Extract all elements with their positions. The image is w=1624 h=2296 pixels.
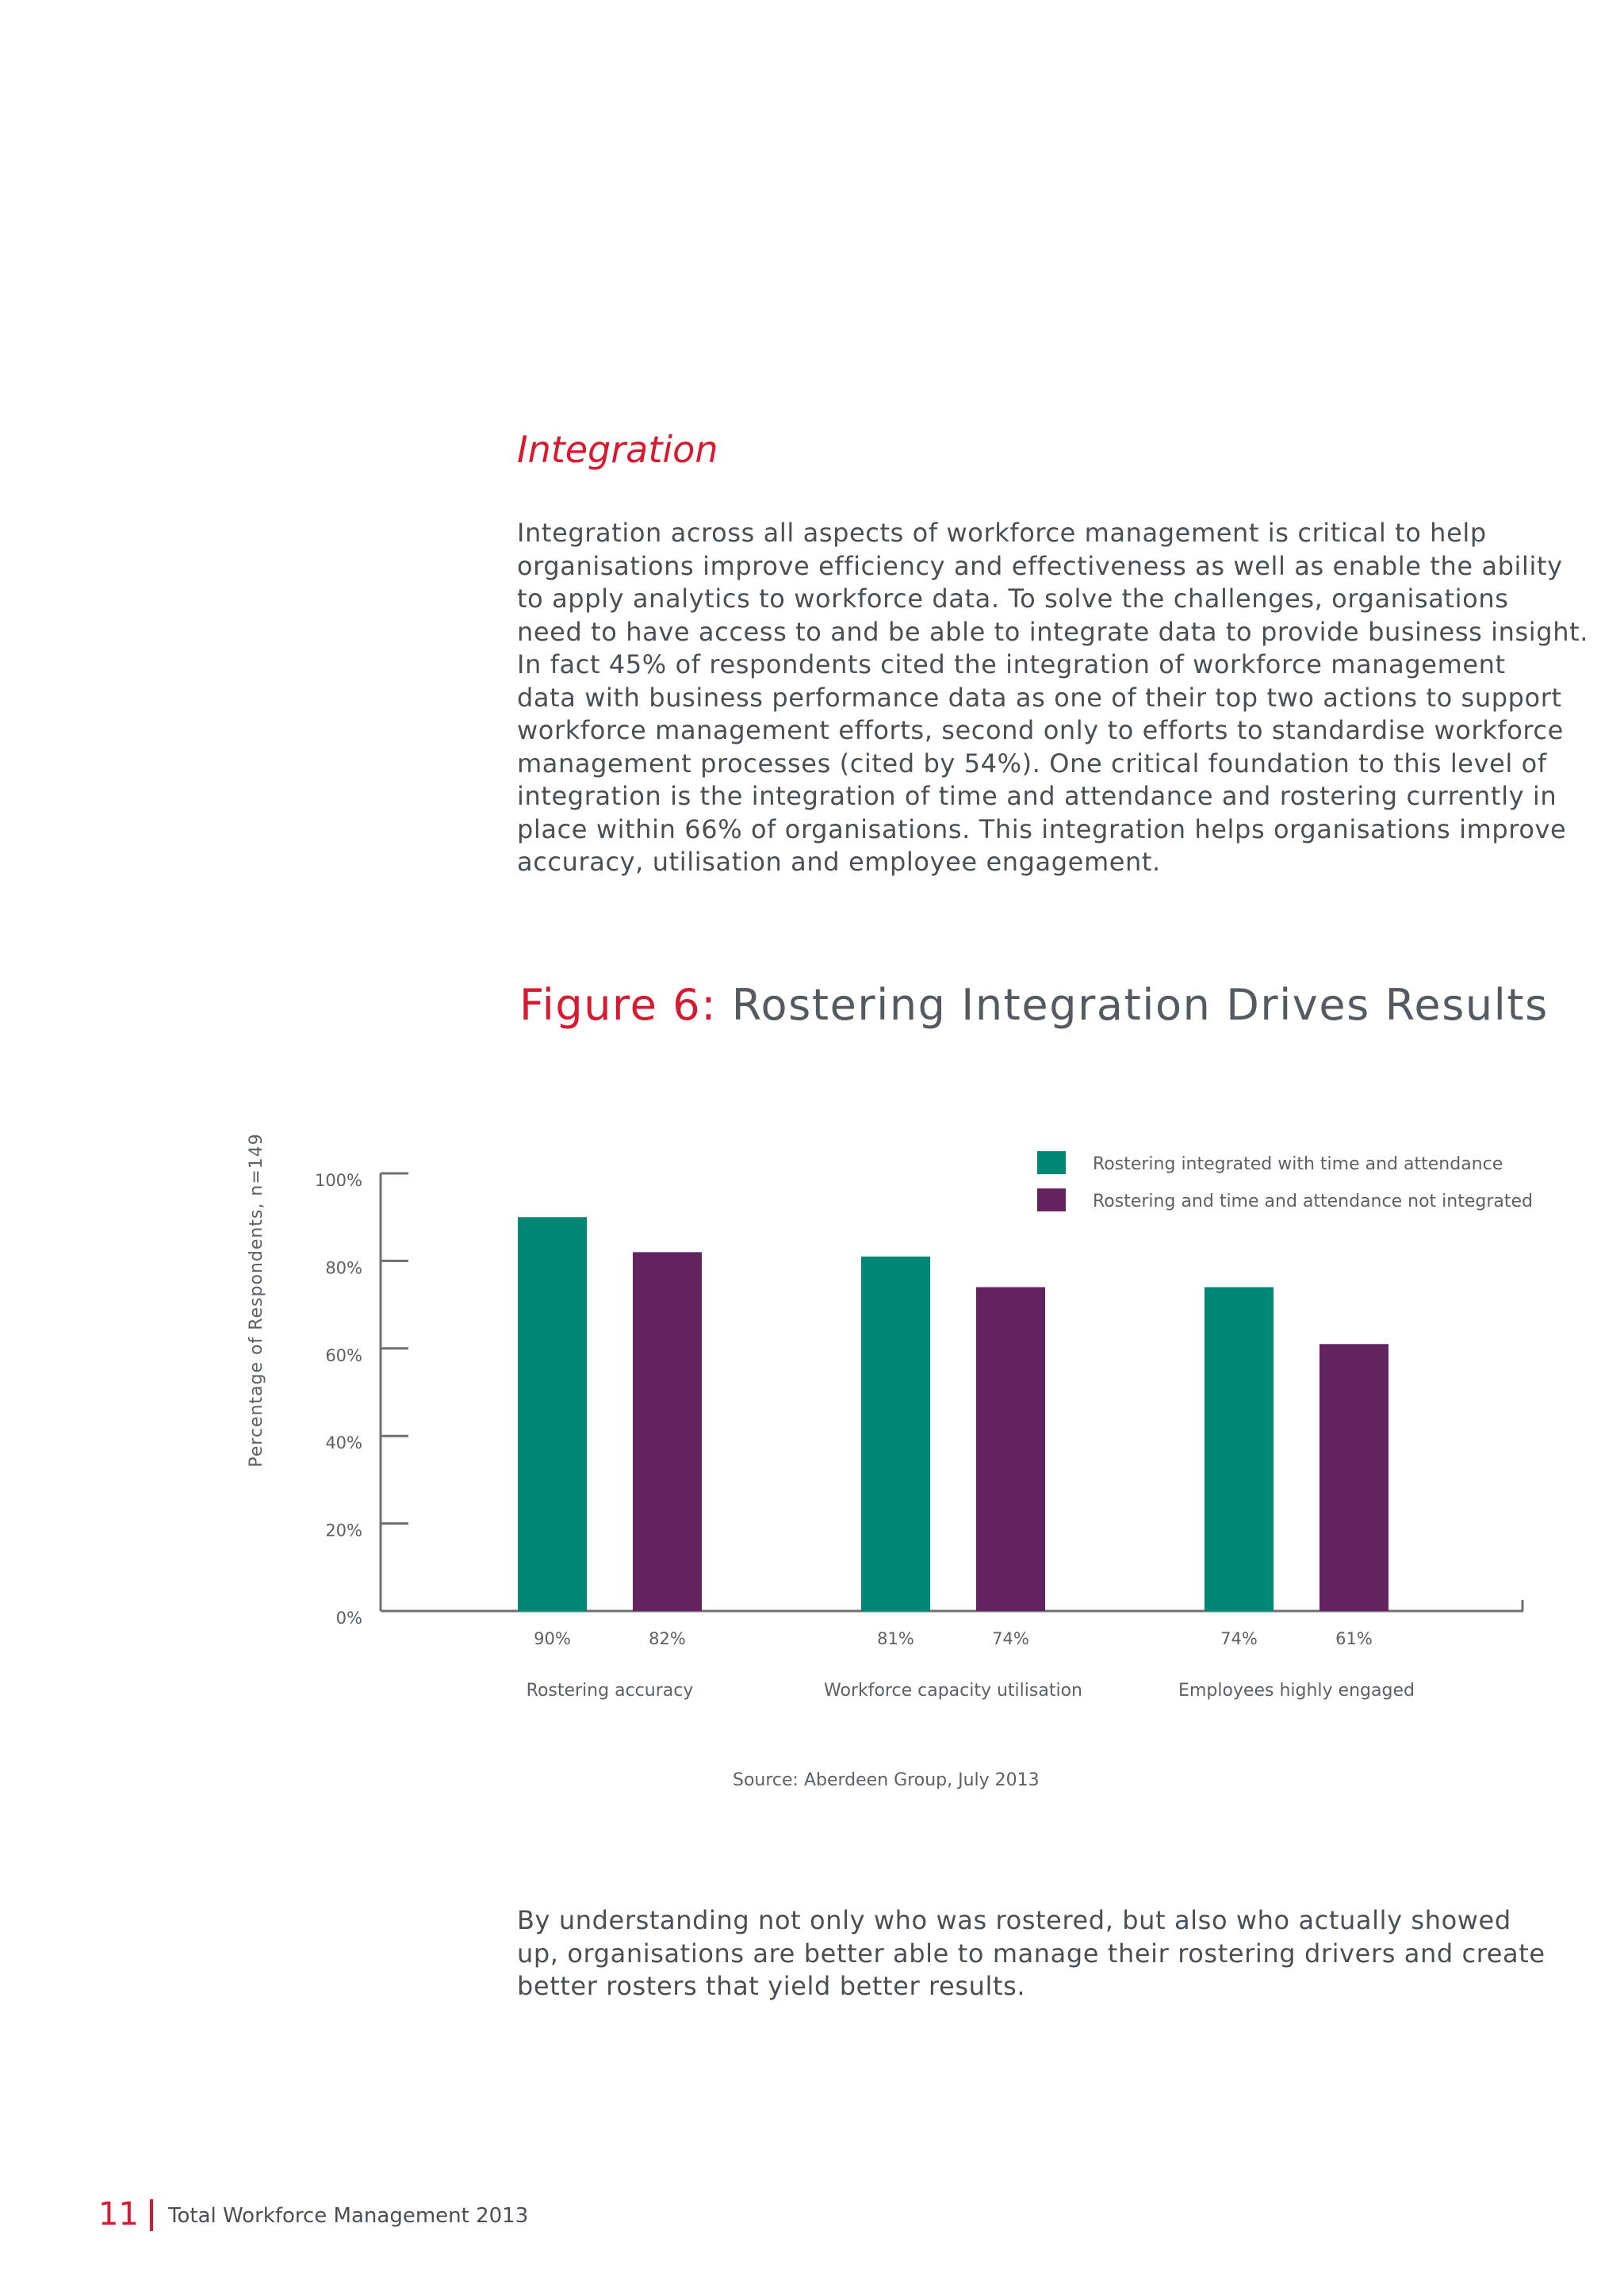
y-tick-label: 0%	[335, 1609, 362, 1628]
bar	[861, 1257, 930, 1611]
figure-source: Source: Aberdeen Group, July 2013	[733, 1770, 1040, 1790]
bar	[976, 1288, 1045, 1611]
intro-line: organisations improve efficiency and effectiveness as well as enable the ability	[517, 550, 1563, 581]
intro-line: to apply analytics to workforce data. To solve the challenges, organisations	[517, 584, 1509, 614]
y-axis-label: Percentage of Respondents, n=149	[247, 1133, 266, 1468]
category-label: Rostering accuracy	[526, 1681, 694, 1701]
intro-line: place within 66% of organisations. This integration helps organisations improve	[517, 813, 1567, 844]
legend-label: Rostering and time and attendance not integrated	[1093, 1192, 1533, 1211]
closing-paragraph	[517, 1904, 1564, 2003]
publication-title: Total Workforce Management 2013	[168, 2204, 529, 2228]
y-tick-label: 60%	[325, 1345, 362, 1365]
legend-swatch	[1037, 1188, 1066, 1211]
bar	[633, 1252, 702, 1611]
value-labels	[527, 1629, 1415, 1701]
bar	[1205, 1288, 1274, 1611]
bar-value-label: 81%	[877, 1629, 914, 1648]
legend-label: Rostering integrated with time and attendance	[1093, 1154, 1503, 1174]
legend	[1037, 1151, 1533, 1211]
closing-line: By understanding not only who was rostered, but also who actually showed	[517, 1905, 1511, 1935]
bar-value-label: 61%	[1335, 1629, 1373, 1648]
figure-title	[519, 980, 1549, 1030]
y-tick-label: 100%	[314, 1171, 362, 1190]
intro-line: management processes (cited by 54%). One critical foundation to this level of	[517, 748, 1547, 779]
category-label: Workforce capacity utilisation	[824, 1681, 1082, 1701]
intro-line: integration is the integration of time and attendance and rostering currently in	[517, 781, 1557, 811]
y-tick-label: 40%	[325, 1433, 362, 1453]
bar-value-label: 82%	[649, 1629, 686, 1648]
intro-paragraph	[517, 517, 1589, 879]
bar-chart	[0, 1126, 1624, 1760]
intro-line: need to have access to and be able to integrate data to provide business insight.	[517, 616, 1589, 647]
figure-name: Rostering Integration Drives Results	[731, 980, 1549, 1030]
closing-line: better rosters that yield better results.	[517, 1971, 1026, 2001]
page-number: 11	[98, 2196, 139, 2233]
figure-label: Figure 6:	[519, 980, 717, 1030]
bar-value-label: 74%	[992, 1629, 1029, 1648]
intro-line: In fact 45% of respondents cited the integration of workforce management	[517, 649, 1506, 679]
intro-line: Integration across all aspects of workforce management is critical to help	[517, 518, 1487, 548]
y-tick-label: 80%	[325, 1258, 362, 1278]
category-label: Employees highly engaged	[1178, 1681, 1415, 1701]
bar	[518, 1217, 587, 1611]
intro-line: accuracy, utilisation and employee engagement.	[517, 847, 1161, 877]
legend-swatch	[1037, 1151, 1066, 1174]
bars	[518, 1217, 1388, 1611]
y-tick-label: 20%	[325, 1521, 362, 1540]
bar	[1320, 1344, 1388, 1611]
footer-divider	[150, 2199, 153, 2231]
intro-line: workforce management efforts, second only to efforts to standardise workforce	[517, 715, 1564, 745]
section-title: Integration	[517, 428, 718, 471]
bar-value-label: 74%	[1220, 1629, 1258, 1648]
closing-line: up, organisations are better able to manage their rostering drivers and create	[517, 1938, 1545, 1969]
intro-line: data with business performance data as one of their top two actions to support	[517, 682, 1562, 713]
bar-value-label: 90%	[534, 1629, 571, 1648]
